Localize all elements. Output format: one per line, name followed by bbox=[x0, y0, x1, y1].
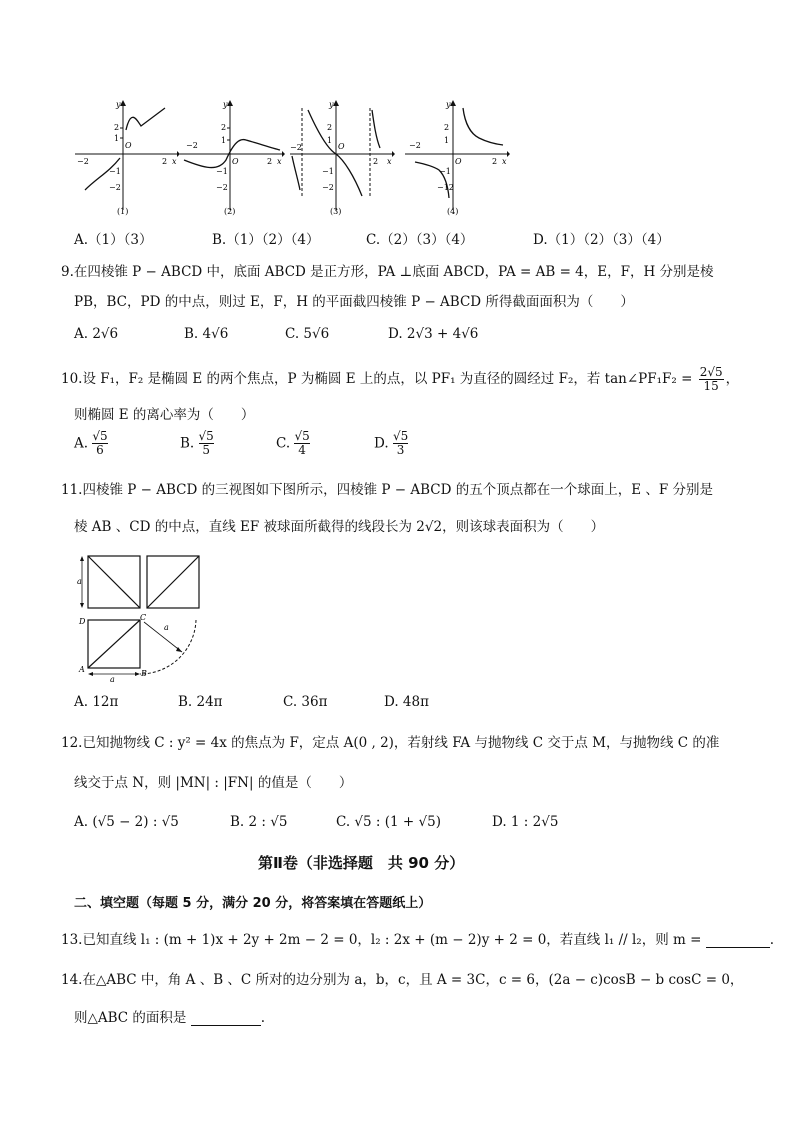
q11-label-d: D bbox=[79, 617, 86, 626]
graph-1-y-label: y bbox=[116, 100, 121, 109]
graph-3-x-label: x bbox=[387, 157, 392, 166]
graph-4-y-1: 1 bbox=[444, 136, 450, 145]
graph-2-y-neg2: −2 bbox=[216, 183, 228, 192]
q12-stem-line2: 线交于点 N，则 |MN| : |FN| 的值是（ ） bbox=[74, 775, 353, 791]
q10-option-b-num: √5 bbox=[198, 429, 214, 443]
section-two-title: 二、填空题（每题 5 分，满分 20 分，将答案填在答题纸上） bbox=[74, 896, 432, 911]
graph-1-x-2: 2 bbox=[162, 157, 168, 166]
q13-period: . bbox=[769, 932, 774, 948]
q10-fraction-num: 2√5 bbox=[699, 365, 723, 379]
q10-option-a-label: A. bbox=[74, 435, 89, 452]
q8-option-b[interactable]: B.（1）（2）（4） bbox=[212, 232, 320, 248]
q9-option-c[interactable]: C. 5√6 bbox=[285, 326, 330, 342]
q13-stem bbox=[61, 928, 774, 948]
q12-option-b[interactable]: B. 2 : √5 bbox=[230, 814, 288, 830]
q10-option-d-frac bbox=[393, 430, 408, 457]
graph-1-y-1: 1 bbox=[114, 134, 120, 143]
q9-stem-line1: 9.在四棱锥 P − ABCD 中，底面 ABCD 是正方形，PA ⊥底面 ABCD，PA = AB = 4，E，F，H 分别是棱 bbox=[61, 264, 714, 280]
q10-option-b-den: 5 bbox=[202, 443, 210, 457]
graph-1-y-neg1: −1 bbox=[109, 167, 121, 176]
q11-label-c: C bbox=[140, 613, 147, 622]
graph-2-y-label: y bbox=[223, 100, 228, 109]
q12-stem-line1: 12.已知抛物线 C : y² = 4x 的焦点为 F，定点 A(0 , 2)，若射线 FA 与抛物线 C 交于点 M，与抛物线 C 的准 bbox=[61, 735, 720, 751]
q10-stem-line2: 则椭圆 E 的离心率为（ ） bbox=[74, 407, 255, 423]
graph-4-x-2: 2 bbox=[492, 157, 498, 166]
q10-option-c-label: C. bbox=[276, 435, 291, 452]
graph-3-origin: O bbox=[338, 142, 345, 151]
q8-option-a[interactable]: A.（1）（3） bbox=[74, 232, 153, 248]
q10-fraction-den: 15 bbox=[703, 379, 719, 393]
graph-2-caption: (2) bbox=[224, 207, 236, 216]
q10-option-a-den: 6 bbox=[96, 443, 104, 457]
graph-4-origin: O bbox=[455, 157, 462, 166]
graph-3-y-label: y bbox=[329, 100, 334, 109]
q12-option-c[interactable]: C. √5 : (1 + √5) bbox=[336, 814, 441, 830]
graph-4-x-label: x bbox=[502, 157, 507, 166]
graph-1 bbox=[75, 98, 180, 216]
graph-3-x-2: 2 bbox=[373, 157, 379, 166]
q10-option-d-den: 3 bbox=[396, 443, 405, 457]
graph-2 bbox=[180, 98, 285, 216]
q12-option-d[interactable]: D. 1 : 2√5 bbox=[492, 814, 559, 830]
graph-3-y-1: 1 bbox=[327, 136, 333, 145]
q10-option-d-label: D. bbox=[374, 435, 389, 452]
graph-4-y-label: y bbox=[446, 100, 451, 109]
graph-2-origin: O bbox=[232, 157, 239, 166]
graph-2-y-2: 2 bbox=[221, 123, 227, 132]
q11-option-d[interactable]: D. 48π bbox=[384, 694, 429, 710]
graph-4-caption: (4) bbox=[447, 207, 459, 216]
q11-label-b-point: B bbox=[141, 669, 147, 678]
graph-3 bbox=[290, 98, 395, 216]
graph-4-y-neg2: −12 bbox=[437, 183, 454, 192]
graph-4-x-neg2: −2 bbox=[409, 141, 421, 150]
q12-option-a[interactable]: A. (√5 − 2) : √5 bbox=[74, 814, 179, 830]
q10-stem-text: 10.设 F₁，F₂ 是椭圆 E 的两个焦点，P 为椭圆 E 上的点，以 PF₁ 为直径的圆经过 F₂，若 tan∠PF₁F₂ = bbox=[61, 371, 693, 387]
q10-option-c-den: 4 bbox=[298, 443, 306, 457]
graph-2-x-neg2: −2 bbox=[186, 141, 198, 150]
q14-period: . bbox=[260, 1010, 266, 1026]
q11-label-a-bottom: a bbox=[110, 675, 115, 682]
graph-3-y-neg1: −1 bbox=[322, 167, 334, 176]
q8-option-c[interactable]: C.（2）（3）（4） bbox=[366, 232, 474, 248]
graph-3-y-neg2: −2 bbox=[322, 183, 334, 192]
q10-option-d-num: √5 bbox=[392, 429, 409, 443]
part-two-title: 第Ⅱ卷（非选择题 共 90 分） bbox=[258, 854, 465, 872]
graph-4 bbox=[405, 98, 510, 216]
q11-stem-line2: 棱 AB 、CD 的中点，直线 EF 被球面所截得的线段长为 2√2，则该球表面积为（ ） bbox=[74, 519, 605, 535]
q13-stem-text: 13.已知直线 l₁ : (m + 1)x + 2y + 2m − 2 = 0，l₂ : 2x + (m − 2)y + 2 = 0，若直线 l₁ // l₂，则 m = bbox=[61, 932, 702, 948]
q10-option-c-frac bbox=[294, 430, 309, 457]
graph-3-x-neg2: −2 bbox=[290, 143, 302, 152]
graph-1-y-2: 2 bbox=[114, 123, 120, 132]
q9-option-b[interactable]: B. 4√6 bbox=[184, 326, 229, 342]
q9-option-d[interactable]: D. 2√3 + 4√6 bbox=[388, 326, 479, 342]
q11-option-a[interactable]: A. 12π bbox=[74, 694, 119, 710]
q14-stem-line1: 14.在△ABC 中，角 A 、B 、C 所对的边分别为 a，b，c，且 A = 3C，c = 6，(2a − c)cosB − b cosC = 0， bbox=[61, 972, 744, 988]
q13-answer-blank[interactable] bbox=[706, 933, 770, 948]
graph-2-y-neg1: −1 bbox=[216, 167, 228, 176]
q11-label-a-left: a bbox=[77, 577, 82, 586]
q9-option-a[interactable]: A. 2√6 bbox=[74, 326, 119, 342]
q8-option-d[interactable]: D.（1）（2）（3）（4） bbox=[533, 232, 670, 248]
graph-1-x-neg2: −2 bbox=[77, 157, 89, 166]
q11-three-view-figure bbox=[74, 546, 234, 682]
q14-stem-line2 bbox=[74, 1006, 265, 1026]
graph-2-x-label: x bbox=[277, 157, 282, 166]
graph-3-caption: (3) bbox=[330, 207, 342, 216]
q9-stem-line2: PB，BC，PD 的中点，则过 E，F，H 的平面截四棱锥 P − ABCD 所得截面面积为（ ） bbox=[74, 294, 634, 310]
q10-stem-comma: ， bbox=[725, 371, 740, 387]
graph-2-x-2: 2 bbox=[267, 157, 273, 166]
q10-fraction bbox=[699, 366, 724, 393]
q10-option-b-frac bbox=[199, 430, 214, 457]
q11-label-a-right: a bbox=[164, 623, 169, 632]
q11-option-c[interactable]: C. 36π bbox=[283, 694, 328, 710]
graph-1-y-neg2: −2 bbox=[109, 183, 121, 192]
q10-option-a[interactable] bbox=[74, 430, 108, 457]
q14-answer-blank[interactable] bbox=[191, 1011, 261, 1026]
graph-2-y-1: 1 bbox=[221, 136, 227, 145]
q11-label-a-point: A bbox=[79, 665, 85, 674]
q10-option-c-num: √5 bbox=[294, 429, 310, 443]
graph-4-y-neg1: −1 bbox=[439, 167, 451, 176]
q10-option-c[interactable] bbox=[276, 430, 310, 457]
q11-option-b[interactable]: B. 24π bbox=[178, 694, 223, 710]
q10-stem-line1 bbox=[61, 366, 739, 393]
q10-option-b-label: B. bbox=[180, 435, 195, 452]
graph-1-caption: (1) bbox=[117, 207, 129, 216]
q14-stem-text: 则△ABC 的面积是 bbox=[74, 1010, 187, 1026]
q10-option-a-num: √5 bbox=[92, 429, 108, 443]
q10-option-b[interactable] bbox=[180, 430, 214, 457]
graph-4-y-2: 2 bbox=[444, 123, 450, 132]
q11-stem-line1: 11.四棱锥 P − ABCD 的三视图如下图所示，四棱锥 P − ABCD 的五个顶点都在一个球面上，E 、F 分别是 bbox=[61, 482, 714, 498]
graph-3-y-2: 2 bbox=[327, 123, 333, 132]
graph-1-x-label: x bbox=[172, 157, 177, 166]
graph-1-origin: O bbox=[125, 141, 132, 150]
q10-option-a-frac bbox=[92, 430, 107, 457]
q10-option-d[interactable] bbox=[374, 430, 408, 457]
